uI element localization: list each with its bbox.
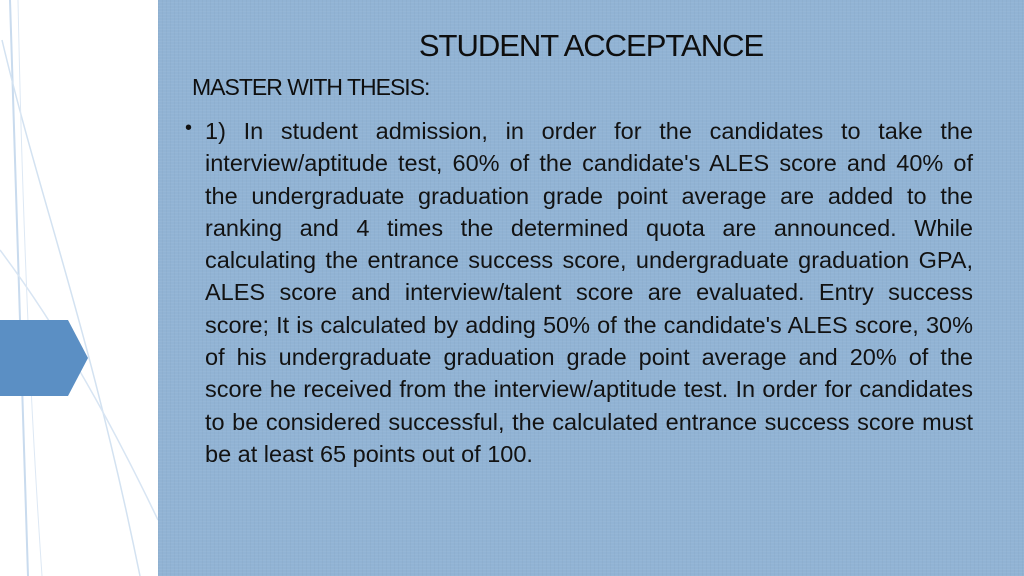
left-decor-panel xyxy=(0,0,158,576)
accent-arrow-shape xyxy=(0,320,88,396)
slide-title: STUDENT ACCEPTANCE xyxy=(418,28,764,63)
content-panel xyxy=(158,0,1024,576)
decor-line xyxy=(10,0,28,576)
decor-line xyxy=(2,40,140,576)
decor-line xyxy=(18,0,42,576)
bullet-icon: • xyxy=(185,117,193,139)
bullet-paragraph: 1) In student admission, in order for the candidates to take the interview/aptitude test, 60% of the candidate's ALES score and 40% of the undergraduate graduation grade point average are added to the ranking and 4 times the determined quota are announced. While calculating the entrance success score, undergraduate graduation GPA, ALES score and interview/talent score are evaluated. Entry success score; It is calculated by adding 50% of the candidate's ALES score, 30% of his undergraduate graduation grade point average and 20% of the score he received from the interview/aptitude test. In order for candidates to be considered successful, the calculated entrance success score must be at least 65 points out of 100. xyxy=(205,118,973,467)
section-heading: MASTER WITH THESIS: xyxy=(192,74,430,100)
decorative-lines xyxy=(0,0,158,576)
